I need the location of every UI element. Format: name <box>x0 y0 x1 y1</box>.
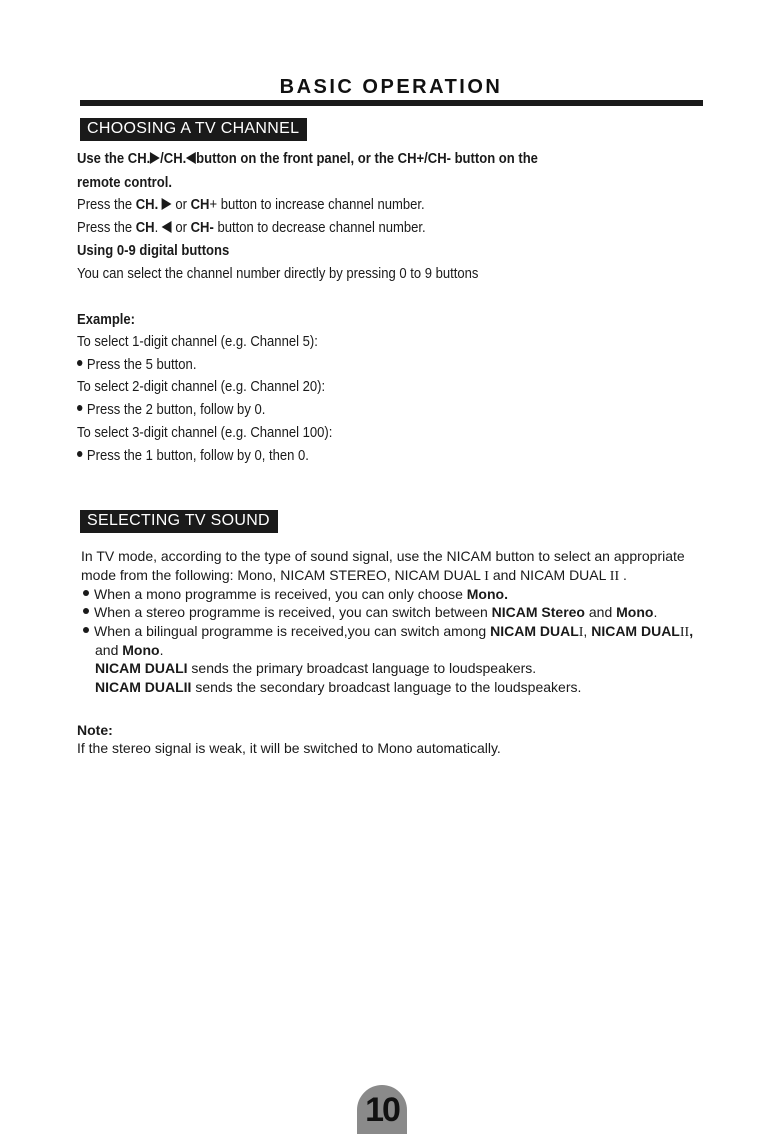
b2-text-c: . <box>653 604 658 620</box>
b3-roman-2: II <box>679 625 690 640</box>
b3-roman-1: I <box>578 625 584 640</box>
bullet-icon <box>77 405 82 411</box>
dual-2-description <box>95 678 581 696</box>
intro-text-a: Use the CH. <box>77 151 151 167</box>
b2-bold-2: Mono <box>616 604 654 620</box>
b3-text-e: . <box>159 642 164 658</box>
intro-text-c: button on the front panel, or the CH+/CH- button on the <box>196 151 538 167</box>
dual-1-description <box>95 659 536 677</box>
inc-chplus-label: CH <box>190 197 210 213</box>
title-rule <box>80 100 703 106</box>
example-heading-text: Example: <box>77 312 136 328</box>
dec-text-b: or <box>171 220 191 236</box>
decrease-channel-line <box>77 219 426 237</box>
b3-text-c: , <box>689 623 694 639</box>
dec-ch-label: CH <box>135 220 155 236</box>
b2-text-b: and <box>585 604 617 620</box>
intro-line-2 <box>77 174 172 192</box>
example-1-step <box>77 356 196 374</box>
dec-text-c: button to decrease channel number. <box>213 220 426 236</box>
sound-bullet-stereo <box>83 603 657 621</box>
para2-roman-2: II <box>609 569 620 584</box>
dec-dot: . <box>154 220 159 236</box>
para2-text-c: . <box>619 567 627 583</box>
d1-bold: NICAM DUALI <box>95 660 188 676</box>
bullet-icon <box>77 451 82 457</box>
note-text: If the stereo signal is weak, it will be switched to Mono automatically. <box>77 740 501 756</box>
bullet-icon <box>83 590 89 596</box>
b2-bold-1: NICAM Stereo <box>491 604 585 620</box>
left-arrow-icon <box>186 152 196 164</box>
intro-line-1 <box>77 150 538 168</box>
increase-channel-line <box>77 196 425 214</box>
page-number: 10 <box>365 1091 399 1129</box>
bullet-icon <box>83 608 89 614</box>
dec-text-a: Press the <box>77 220 136 236</box>
b3-text-d: and <box>95 642 123 658</box>
sound-bullet-bilingual-cont <box>95 641 163 659</box>
dec-chminus-label: CH- <box>190 220 214 236</box>
b3-text-a: When a bilingual programme is received,you can switch among <box>94 623 491 639</box>
page-title: BASIC OPERATION <box>279 76 503 98</box>
b3-bold-3: Mono <box>122 642 160 658</box>
note-heading-text: Note: <box>77 722 113 738</box>
b3-bold-2: NICAM DUAL <box>591 623 680 639</box>
intro-text-b: /CH. <box>160 151 187 167</box>
digital-buttons-text: You can select the channel number directly by pressing 0 to 9 buttons <box>77 266 479 282</box>
example-2-step <box>77 401 265 419</box>
bullet-icon <box>83 627 89 633</box>
inc-text-a: Press the <box>77 197 136 213</box>
inc-ch-label: CH. <box>135 197 159 213</box>
bullet-icon <box>77 360 82 366</box>
sound-bullet-bilingual <box>83 622 693 642</box>
inc-text-b: or <box>171 197 191 213</box>
example-2-intro: To select 2-digit channel (e.g. Channel 20): <box>77 379 326 395</box>
b3-bold-1: NICAM DUAL <box>490 623 579 639</box>
example-1-intro: To select 1-digit channel (e.g. Channel 5): <box>77 334 318 350</box>
intro-text-2: remote control. <box>77 175 172 191</box>
example-3-step <box>77 447 309 465</box>
d2-text: sends the secondary broadcast language to the loudspeakers. <box>191 679 582 695</box>
example-3-step-text: Press the 1 button, follow by 0, then 0. <box>86 448 309 464</box>
sound-para-line-2 <box>81 566 627 586</box>
right-arrow-icon <box>150 152 160 164</box>
b2-text-a: When a stereo programme is received, you can switch between <box>94 604 492 620</box>
section-heading-selecting-sound: SELECTING TV SOUND <box>80 510 278 533</box>
digital-buttons-heading <box>77 242 229 260</box>
page-number-badge <box>357 1085 407 1134</box>
sound-bullet-mono <box>83 585 508 603</box>
digital-heading-text: Using 0-9 digital buttons <box>77 243 230 259</box>
right-arrow-icon <box>162 198 172 210</box>
sound-para-line-1: In TV mode, according to the type of sound signal, use the NICAM button to select an appropriate <box>81 548 685 564</box>
para2-roman-1: I <box>484 569 489 584</box>
section-heading-choosing-channel: CHOOSING A TV CHANNEL <box>80 118 307 141</box>
example-3-intro: To select 3-digit channel (e.g. Channel 100): <box>77 425 333 441</box>
b1-text: When a mono programme is received, you can only choose <box>94 586 467 602</box>
left-arrow-icon <box>162 221 172 233</box>
inc-text-c: + button to increase channel number. <box>209 197 425 213</box>
d1-text: sends the primary broadcast language to loudspeakers. <box>187 660 537 676</box>
example-2-step-text: Press the 2 button, follow by 0. <box>86 402 266 418</box>
b1-bold: Mono. <box>466 586 508 602</box>
d2-bold: NICAM DUALII <box>95 679 192 695</box>
para2-text-b: and NICAM DUAL <box>488 567 610 583</box>
para2-text-a: mode from the following: Mono, NICAM STEREO, NICAM DUAL <box>81 567 485 583</box>
b3-text-b: , <box>583 623 592 639</box>
example-heading <box>77 311 135 329</box>
note-heading <box>77 721 113 739</box>
example-1-step-text: Press the 5 button. <box>86 357 197 373</box>
